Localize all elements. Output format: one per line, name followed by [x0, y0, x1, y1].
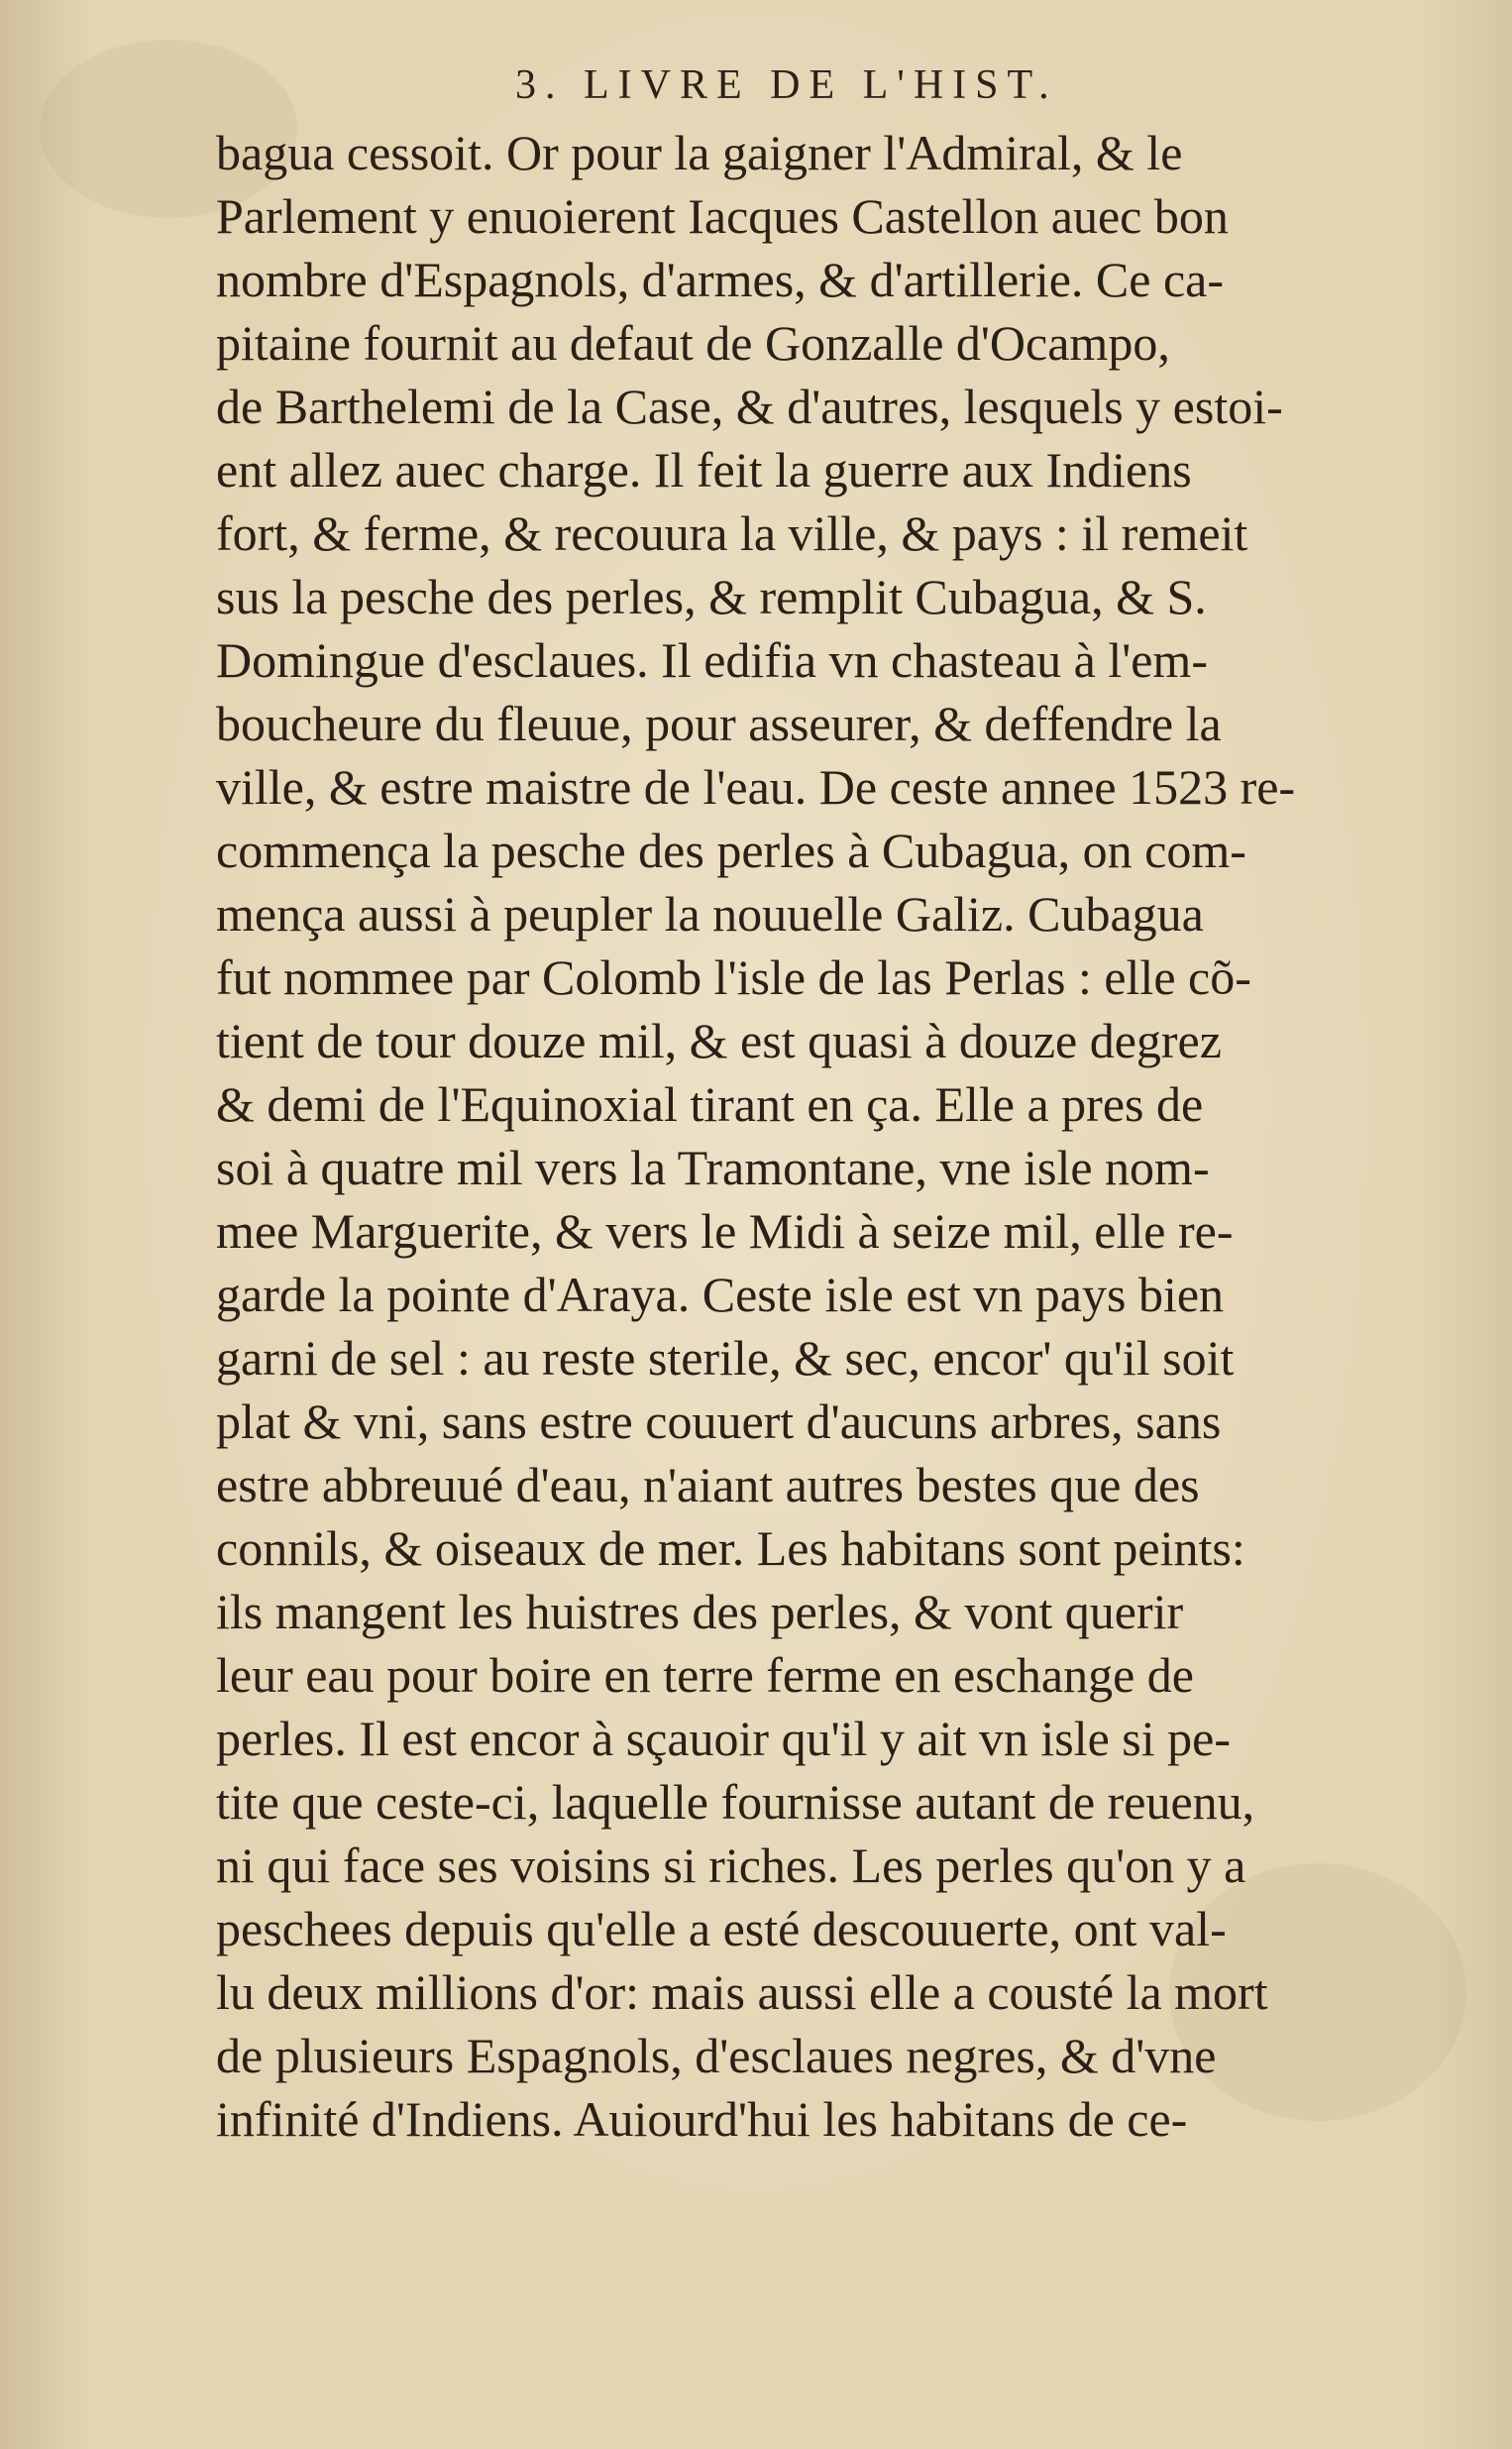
- text-line: peschees depuis qu'elle a esté descouuerte, ont val-: [216, 1901, 1227, 1956]
- text-line: plat & vni, sans estre couuert d'aucuns arbres, sans: [216, 1393, 1222, 1449]
- text-line: tite que ceste-ci, laquelle fournisse autant de reuenu,: [216, 1774, 1255, 1830]
- text-line: nombre d'Espagnols, d'armes, & d'artillerie. Ce ca-: [216, 252, 1224, 307]
- running-head: 3. LIVRE DE L'HIST.: [515, 62, 1058, 108]
- text-line: boucheure du fleuue, pour asseurer, & deffendre la: [216, 696, 1222, 751]
- text-line: sus la pesche des perles, & remplit Cubagua, & S.: [216, 569, 1207, 624]
- text-line: leur eau pour boire en terre ferme en eschange de: [216, 1647, 1194, 1703]
- text-line: pitaine fournit au defaut de Gonzalle d'Ocampo,: [216, 315, 1170, 371]
- text-line: tient de tour douze mil, & est quasi à douze degrez: [216, 1013, 1222, 1068]
- text-line: connils, & oiseaux de mer. Les habitans sont peints:: [216, 1520, 1245, 1576]
- text-line: Domingue d'esclaues. Il edifia vn chasteau à l'em-: [216, 632, 1208, 688]
- text-line: infinité d'Indiens. Auiourd'hui les habitans de ce-: [216, 2091, 1188, 2147]
- text-line: perles. Il est encor à sçauoir qu'il y ait vn isle si pe-: [216, 1711, 1231, 1766]
- text-line: ent allez auec charge. Il feit la guerre aux Indiens: [216, 442, 1192, 498]
- text-line: Parlement y enuoierent Iacques Castellon auec bon: [216, 188, 1229, 244]
- text-line: ils mangent les huistres des perles, & vont querir: [216, 1584, 1184, 1639]
- text-line: ni qui face ses voisins si riches. Les perles qu'on y a: [216, 1837, 1246, 1893]
- text-line: estre abbreuué d'eau, n'aiant autres bestes que des: [216, 1457, 1200, 1512]
- text-line: de Barthelemi de la Case, & d'autres, lesquels y estoi-: [216, 379, 1283, 434]
- body-text: [216, 121, 1425, 2151]
- text-line: ville, & estre maistre de l'eau. De ceste annee 1523 re-: [216, 759, 1296, 815]
- text-line: lu deux millions d'or: mais aussi elle a cousté la mort: [216, 1964, 1268, 2020]
- text-line: bagua cessoit. Or pour la gaigner l'Admiral, & le: [216, 125, 1183, 180]
- text-line: commença la pesche des perles à Cubagua, on com-: [216, 823, 1246, 878]
- text-line: mee Marguerite, & vers le Midi à seize mil, elle re-: [216, 1203, 1234, 1259]
- text-line: garni de sel : au reste sterile, & sec, encor' qu'il soit: [216, 1330, 1235, 1386]
- text-line: & demi de l'Equinoxial tirant en ça. Elle a pres de: [216, 1076, 1204, 1132]
- text-line: fut nommee par Colomb l'isle de las Perlas : elle cõ-: [216, 949, 1251, 1005]
- text-line: fort, & ferme, & recouura la ville, & pays : il remeit: [216, 505, 1248, 561]
- text-line: soi à quatre mil vers la Tramontane, vne isle nom-: [216, 1140, 1210, 1195]
- text-line: garde la pointe d'Araya. Ceste isle est vn pays bien: [216, 1267, 1225, 1322]
- text-line: mença aussi à peupler la nouuelle Galiz. Cubagua: [216, 886, 1204, 942]
- text-line: de plusieurs Espagnols, d'esclaues negres, & d'vne: [216, 2028, 1217, 2083]
